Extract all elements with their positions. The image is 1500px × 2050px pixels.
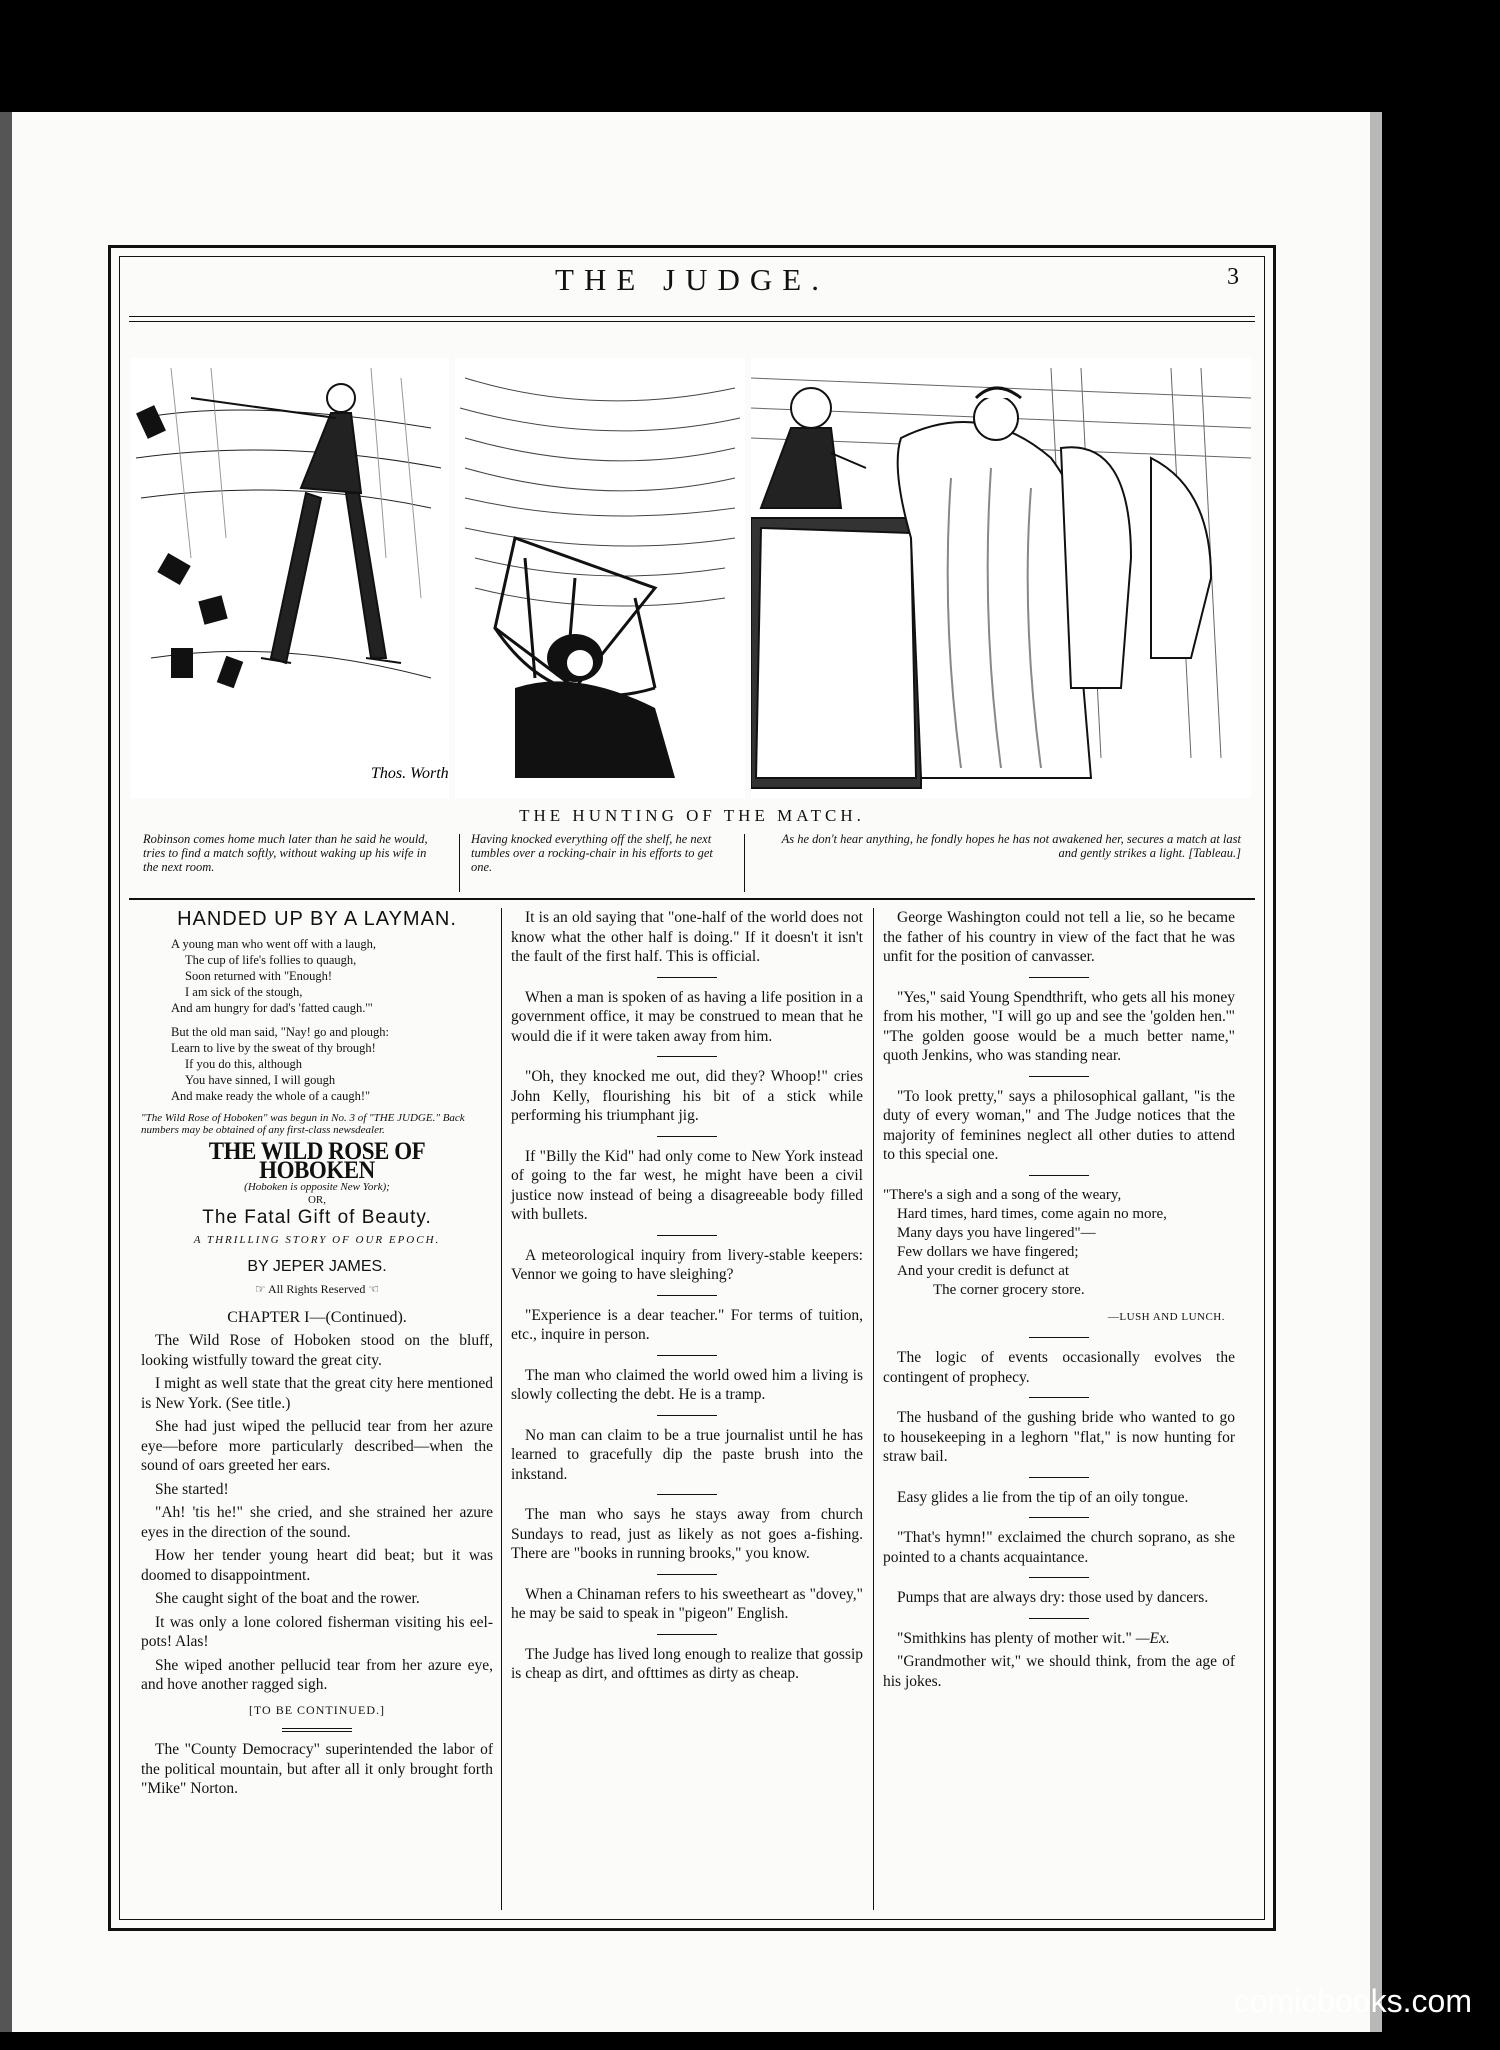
quote-text: "Smithkins has plenty of mother wit." <box>897 1629 1132 1647</box>
story-byline: BY JEPER JAMES. <box>247 1257 387 1275</box>
poem-line: A young man who went off with a laugh, <box>171 936 376 951</box>
poem-line: And make ready the whole of a caugh!" <box>171 1088 371 1103</box>
story-alt-title: The Fatal Gift of Beauty. <box>202 1206 432 1228</box>
paragraph: When a man is spoken of as having a life position in a government office, it may be construed to mean that he would die if it were taken away from him. <box>511 988 863 1045</box>
verse-line: Few dollars we have fingered; <box>897 1243 1079 1260</box>
paragraph: The man who claimed the world owed him a living is slowly collecting the debt. He is a tramp. <box>511 1366 863 1403</box>
verse-signature: —LUSH AND LUNCH. <box>1107 1310 1225 1323</box>
item-divider <box>1029 977 1089 978</box>
verse-line: Hard times, hard times, come again no more, <box>897 1205 1167 1222</box>
story-paragraph: She wiped another pellucid tear from her azure eye, and hove another ragged sigh. <box>141 1656 493 1693</box>
caption-separator-2 <box>744 834 745 892</box>
item-divider <box>657 1235 717 1236</box>
cartoon-panel-2 <box>455 358 745 798</box>
spine-shadow <box>0 112 12 2032</box>
cartoon-panel-3 <box>751 358 1251 798</box>
page-frame <box>108 245 1276 1931</box>
item-divider <box>657 1494 717 1495</box>
story-tagline: A THRILLING STORY OF OUR EPOCH. <box>193 1234 441 1246</box>
item-divider <box>657 1056 717 1057</box>
paragraph: A meteorological inquiry from livery-stable keepers: Vennor we going to have sleighing? <box>511 1246 863 1283</box>
cartoon-caption-3: As he don't hear anything, he fondly hopes he has not awakened her, secures a match at last and gently strikes a light. [Tableau.] <box>781 832 1241 860</box>
item-divider <box>657 1136 717 1137</box>
paragraph: The logic of events occasionally evolves the contingent of prophecy. <box>883 1349 1235 1386</box>
item-divider <box>657 1415 717 1416</box>
paragraph <box>883 1629 1235 1649</box>
paragraph: It is an old saying that "one-half of the world does not know what the other half is doing." If it doesn't it isn't the fault of the first half. This is official. <box>511 909 863 965</box>
column-3 <box>883 908 1235 1910</box>
item-divider <box>1029 1397 1089 1398</box>
story-paragraph: She caught sight of the boat and the rower. <box>155 1590 420 1607</box>
item-divider <box>1029 1337 1089 1338</box>
verse-line: "There's a sigh and a song of the weary, <box>883 1186 1122 1203</box>
story-paragraph: The Wild Rose of Hoboken stood on the bluff, looking wistfully toward the great city. <box>141 1332 493 1369</box>
chapter-heading: CHAPTER I—(Continued). <box>227 1308 407 1326</box>
story-subtitle: (Hoboken is opposite New York); <box>244 1180 390 1193</box>
watermark-text: comicbooks.com <box>1233 1983 1472 2019</box>
column-rule-1 <box>501 908 502 1910</box>
story-title: THE WILD ROSE OF HOBOKEN <box>208 1137 426 1184</box>
paragraph: The husband of the gushing bride who wanted to go to housekeeping in a leghorn "flat," is now hunting for straw bail. <box>883 1409 1235 1465</box>
paragraph: Easy glides a lie from the tip of an oily tongue. <box>897 1488 1189 1506</box>
item-divider <box>1029 1517 1089 1518</box>
paragraph: Pumps that are always dry: those used by dancers. <box>897 1589 1209 1606</box>
column-rule-2 <box>873 908 874 1910</box>
cartoon-panel-1 <box>131 358 449 798</box>
item-divider <box>1029 1477 1089 1478</box>
poem-stanza-1 <box>171 936 493 1104</box>
item-divider <box>1029 1076 1089 1077</box>
verse-line: The corner grocery store. <box>933 1281 1085 1298</box>
item-divider <box>1029 1175 1089 1176</box>
item-divider <box>1029 1577 1089 1578</box>
page-edge <box>1370 112 1382 2032</box>
poem-title: HANDED UP BY A LAYMAN. <box>177 908 457 930</box>
story-or: OR, <box>307 1193 327 1206</box>
story-paragraph: She had just wiped the pellucid tear from her azure eye—before more particularly described—when the sound of oars greeted her ears. <box>141 1418 493 1474</box>
item-divider <box>657 1634 717 1635</box>
page-number: 3 <box>1227 264 1239 290</box>
paragraph: "Yes," said Young Spendthrift, who gets all his money from his mother, "I will go up and see the 'golden hen.'" "The golden goose would be a much better name," quoth Jenkins, who was standing near. <box>883 988 1235 1064</box>
poem-line: But the old man said, "Nay! go and plough: <box>171 1024 389 1039</box>
poem-line: I am sick of the stough, <box>185 984 303 999</box>
paragraph: "Oh, they knocked me out, did they? Whoop!" cries John Kelly, flourishing his bit of a stick while performing his triumphant jig. <box>511 1068 863 1124</box>
paragraph: When a Chinaman refers to his sweetheart as "dovey," he may be said to speak in "pigeon" English. <box>511 1585 863 1622</box>
poem-line: If you do this, although <box>185 1056 303 1071</box>
to-be-continued: [TO BE CONTINUED.] <box>248 1702 386 1717</box>
column-1 <box>141 908 493 1910</box>
cartoon-title: THE HUNTING OF THE MATCH. <box>519 806 865 825</box>
poem-line: Learn to live by the sweat of thy brough! <box>171 1040 376 1055</box>
item-divider <box>657 1295 717 1296</box>
verse-line: Many days you have lingered"— <box>897 1224 1096 1241</box>
paragraph: George Washington could not tell a lie, so he became the father of his country in view of the fact that he was unfit for the position of canvasser. <box>883 909 1235 965</box>
column-2 <box>511 908 863 1910</box>
cartoon-caption-2: Having knocked everything off the shelf, he next tumbles over a rocking-chair in his efforts to get one. <box>471 832 713 874</box>
paragraph: "Experience is a dear teacher." For terms of tuition, etc., inquire in person. <box>511 1306 863 1343</box>
masthead-rule <box>129 316 1255 322</box>
caption-separator-1 <box>459 834 460 892</box>
paragraph: "Grandmother wit," we should think, from the age of his jokes. <box>883 1653 1235 1690</box>
story-paragraph: How her tender young heart did beat; but it was doomed to disappointment. <box>141 1547 493 1584</box>
masthead-title: THE JUDGE. <box>555 262 829 297</box>
story-paragraph: She started! <box>155 1480 229 1498</box>
story-paragraph: "Ah! 'tis he!" she cried, and she strained her azure eyes in the direction of the sound. <box>141 1504 493 1541</box>
cartoon-caption-1: Robinson comes home much later than he said he would, tries to find a match softly, without waking up his wife in the next room. <box>143 832 428 874</box>
verse-block <box>883 1186 1235 1300</box>
item-divider <box>657 977 717 978</box>
serial-note: "The Wild Rose of Hoboken" was begun in No. 3 of "THE JUDGE." Back numbers may be obtained of any first-class newsdealer. <box>141 1111 465 1136</box>
closing-paragraph: The "County Democracy" superintended the labor of the political mountain, but after all it only brought forth "Mike" Norton. <box>141 1741 493 1797</box>
item-divider <box>657 1574 717 1575</box>
cartoon-signature: Thos. Worth <box>371 765 449 782</box>
story-paragraph: I might as well state that the great city here mentioned is New York. (See title.) <box>141 1375 493 1412</box>
cartoon-bottom-rule <box>129 898 1255 900</box>
poem-line: The cup of life's follies to quaugh, <box>185 952 357 967</box>
paragraph: "That's hymn!" exclaimed the church soprano, as she pointed to a chants acquaintance. <box>883 1529 1235 1566</box>
poem-line: You have sinned, I will gough <box>185 1072 336 1087</box>
poem-line: Soon returned with "Enough! <box>185 968 333 983</box>
paragraph: "To look pretty," says a philosophical gallant, "is the duty of every woman," and The Judge notices that the majority of feminines neglect all other duties to attend to this special one. <box>883 1087 1235 1163</box>
item-divider <box>657 1355 717 1356</box>
quote-source: —Ex. <box>1135 1629 1170 1647</box>
verse-line: And your credit is defunct at <box>897 1262 1070 1279</box>
paragraph: No man can claim to be a true journalist until he has learned to gracefully dip the paste brush into the inkstand. <box>511 1426 863 1483</box>
rights-notice: ☞ All Rights Reserved ☜ <box>254 1282 380 1296</box>
paragraph: If "Billy the Kid" had only come to New York instead of going to the far west, he might have been a civil justice now instead of being a disagreeable body filled with bullets. <box>511 1147 863 1223</box>
item-divider <box>1029 1618 1089 1619</box>
story-paragraph: It was only a lone colored fisherman visiting his eel-pots! Alas! <box>141 1613 493 1650</box>
paragraph: The man who says he stays away from church Sundays to read, just as likely as not goes a-fishing. There are "books in running brooks," you know. <box>511 1506 863 1562</box>
poem-line: And am hungry for dad's 'fatted caugh.'" <box>171 1000 373 1015</box>
paragraph: The Judge has lived long enough to realize that gossip is cheap as dirt, and ofttimes as dirty as cheap. <box>511 1645 863 1682</box>
section-divider <box>282 1728 352 1732</box>
